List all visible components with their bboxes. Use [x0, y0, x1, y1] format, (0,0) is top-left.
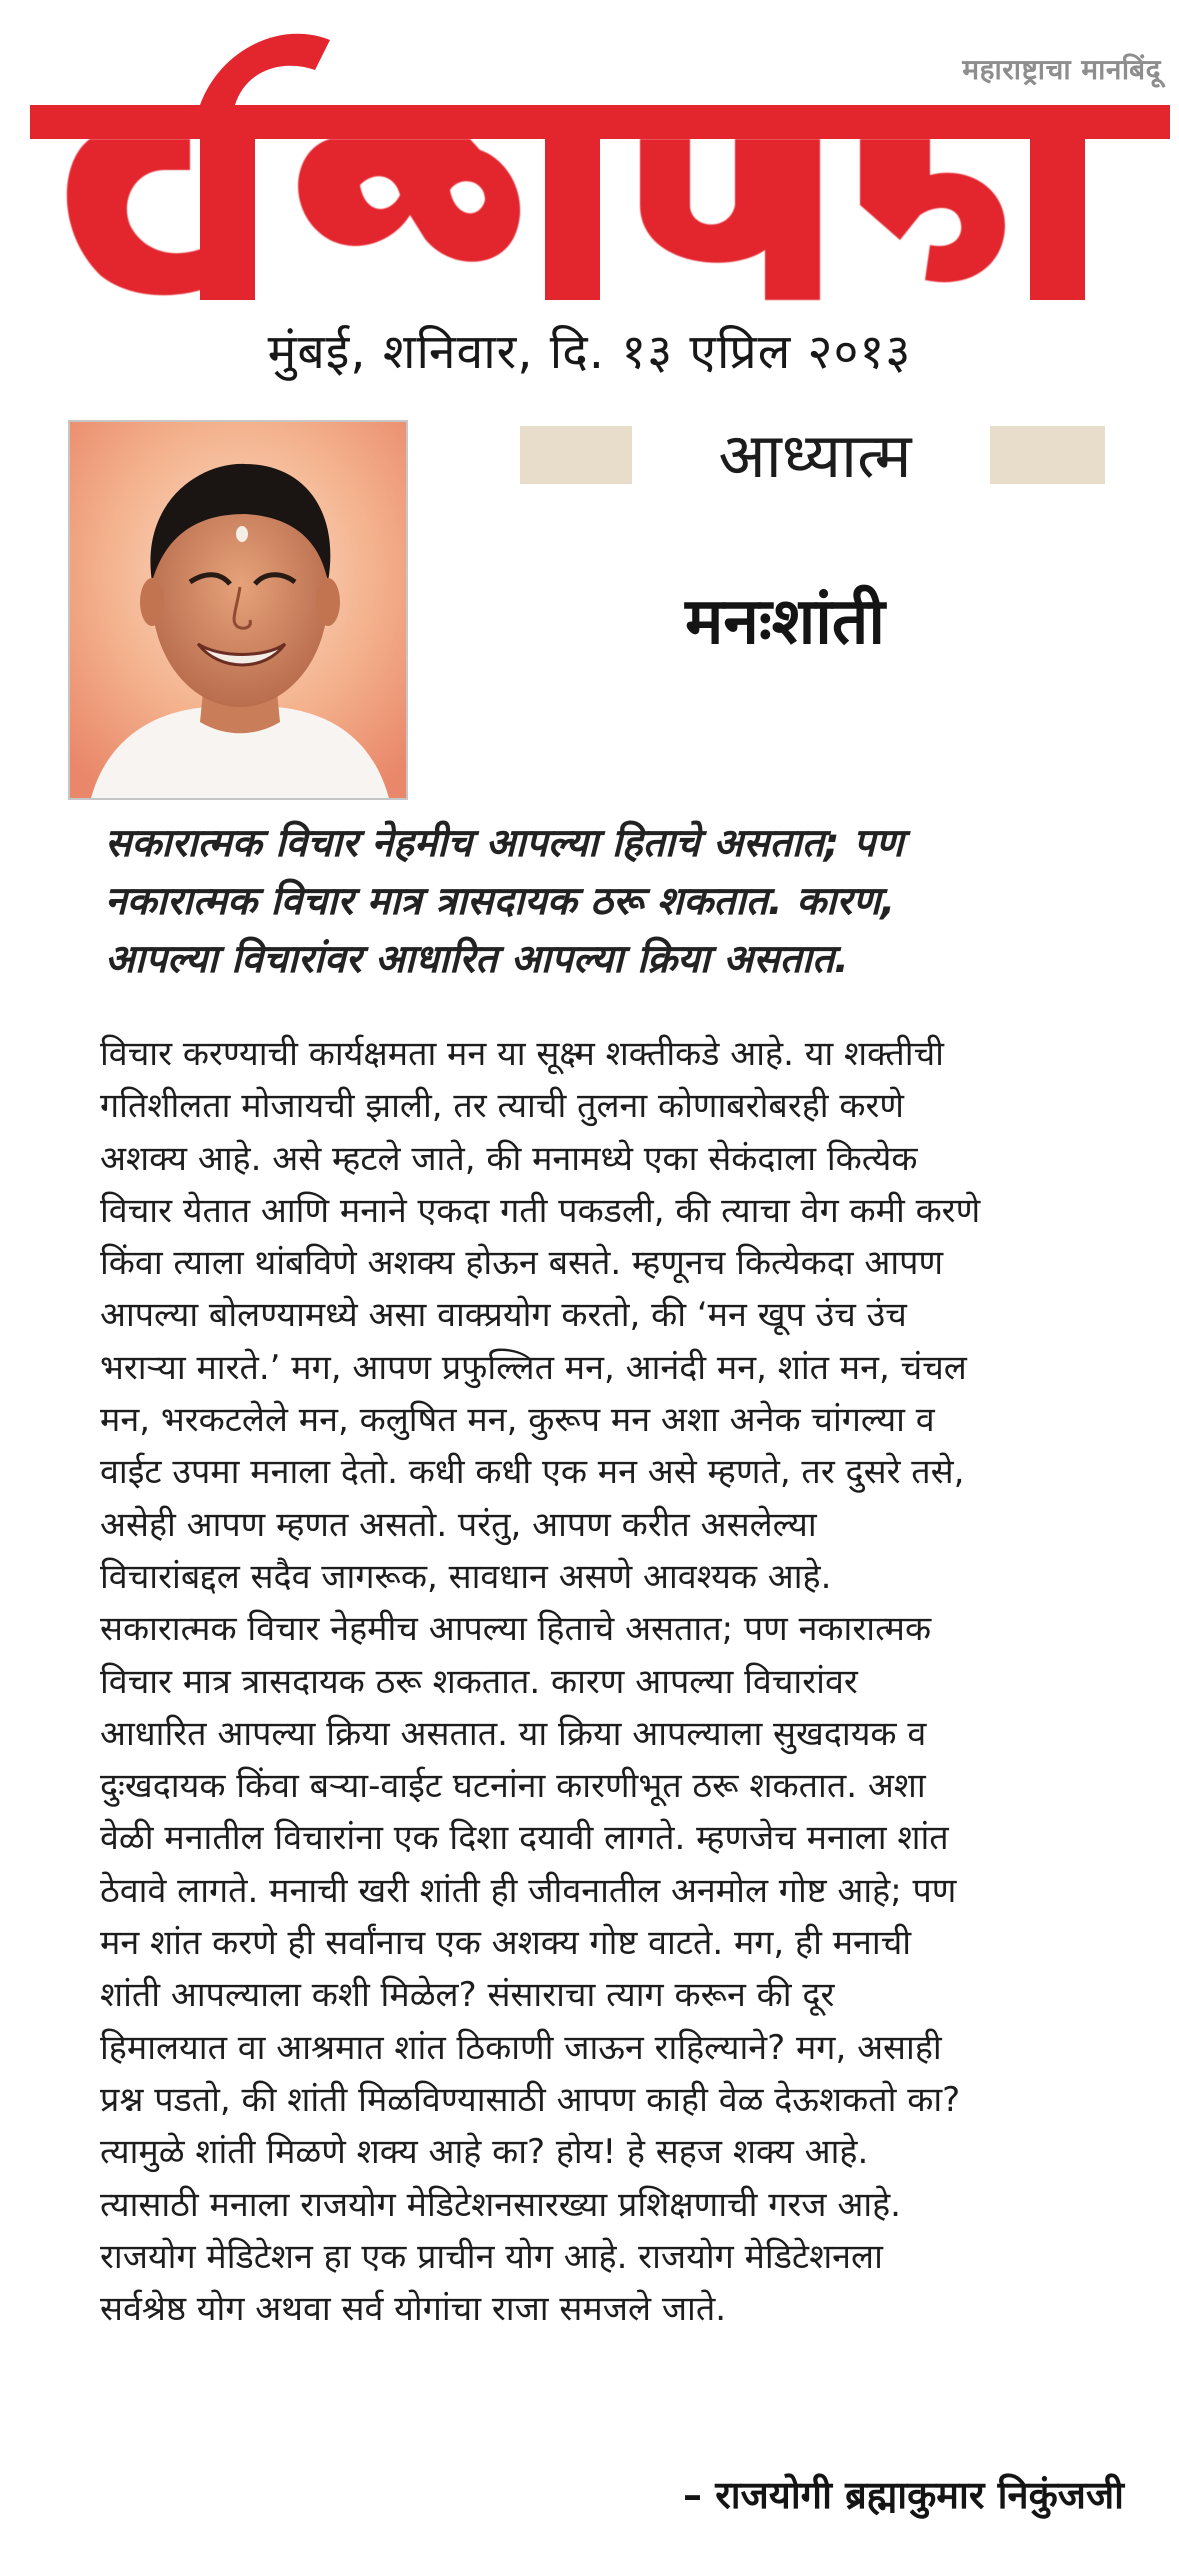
body-line: विचार करण्याची कार्यक्षमता मन या सूक्ष्म शक्तीकडे आहे. या शक्तीची — [100, 1034, 944, 1074]
body-line: वाईट उपमा मनाला देतो. कधी कधी एक मन असे म्हणते, तर दुसरे तसे, — [100, 1452, 965, 1493]
section-label: आध्यात्म — [718, 419, 912, 492]
body-line: असेही आपण म्हणत असतो. परंतु, आपण करीत असलेल्या — [100, 1504, 817, 1545]
masthead-letter-ma — [640, 139, 820, 300]
masthead-letter-la-stem — [200, 139, 255, 300]
portrait-photo-icon — [70, 422, 408, 800]
article-byline: – राजयोगी ब्रह्माकुमार निकुंजजी — [682, 2473, 1124, 2517]
body-line: भराऱ्या मारते.’ मग, आपण प्रफुल्लित मन, आनंदी मन, शांत मन, चंचल — [100, 1347, 967, 1388]
body-line: वेळी मनातील विचारांना एक दिशा दयावी लागते. म्हणजेच मनाला शांत — [100, 1818, 949, 1859]
standfirst-line: सकारात्मक विचार नेहमीच आपल्या हिताचे असतात; पण — [105, 821, 904, 866]
body-line: मन, भरकटलेले मन, कलुषित मन, कुरूप मन अशा अनेक चांगल्या व — [100, 1400, 935, 1441]
body-line: त्यासाठी मनाला राजयोग मेडिटेशनसारख्या प्रशिक्षणाची गरज आहे. — [100, 2184, 901, 2225]
body-line: आधारित आपल्या क्रिया असतात. या क्रिया आपल्याला सुखदायक व — [100, 1713, 927, 1754]
article-body — [100, 1028, 1140, 2335]
body-line: राजयोग मेडिटेशन हा एक प्राचीन योग आहे. राजयोग मेडिटेशनला — [100, 2236, 883, 2277]
article-standfirst — [105, 815, 1135, 989]
body-line: अशक्य आहे. असे म्हटले जाते, की मनामध्ये एका सेकंदाला कित्येक — [100, 1138, 918, 1179]
masthead-tagline: महाराष्ट्राचा मानबिंदू — [962, 53, 1161, 86]
masthead-letter-ta — [860, 139, 1005, 282]
dateline: मुंबई, शनिवार, दि. १३ एप्रिल २०१३ — [267, 324, 912, 380]
body-line: प्रश्न पडतो, की शांती मिळविण्यासाठी आपण काही वेळ देऊशकतो का? — [100, 2079, 961, 2120]
standfirst-line: आपल्या विचारांवर आधारित आपल्या क्रिया असतात. — [105, 937, 849, 982]
body-line: ठेवावे लागते. मनाची खरी शांती ही जीवनातील अनमोल गोष्ट आहे; पण — [100, 1870, 957, 1911]
masthead-letter-la — [67, 139, 215, 295]
body-line: विचारांबद्दल सदैव जागरूक, सावधान असणे आवश्यक आहे. — [100, 1556, 832, 1597]
body-line: हिमालयात वा आश्रमात शांत ठिकाणी जाऊन राहिल्याने? मग, असाही — [100, 2027, 942, 2068]
author-photo — [68, 420, 408, 800]
body-line: मन शांत करणे ही सर्वांनाच एक अशक्य गोष्ट वाटते. मग, ही मनाची — [100, 1923, 912, 1964]
body-line: त्यामुळे शांती मिळणे शक्य आहे का? होय! हे सहज शक्य आहे. — [100, 2132, 869, 2173]
masthead-letter-ka — [298, 139, 520, 262]
masthead-headline-bar — [30, 105, 1170, 139]
standfirst-line: नकारात्मक विचार मात्र त्रासदायक ठरू शकतात. कारण, — [105, 879, 896, 924]
article-headline: मनःशांती — [685, 585, 885, 659]
body-line: दुःखदायक किंवा बऱ्या-वाईट घटनांना कारणीभूत ठरू शकतात. अशा — [100, 1766, 926, 1807]
body-line: शांती आपल्याला कशी मिळेल? संसाराचा त्याग करून की दूर — [100, 1975, 835, 2016]
masthead-letter-ta-stem — [1030, 139, 1085, 300]
body-line: आपल्या बोलण्यामध्ये असा वाक्प्रयोग करतो, की ‘मन खूप उंच उंच — [100, 1295, 907, 1336]
masthead-letter-o-mark — [200, 34, 330, 105]
body-line: सर्वश्रेष्ठ योग अथवा सर्व योगांचा राजा समजले जाते. — [100, 2289, 727, 2330]
masthead-letter-ka-stem — [545, 139, 600, 300]
body-line: किंवा त्याला थांबविणे अशक्य होऊन बसते. म्हणूनच कित्येकदा आपण — [100, 1243, 944, 1284]
body-line: विचार मात्र त्रासदायक ठरू शकतात. कारण आपल्या विचारांवर — [100, 1661, 858, 1702]
body-line: सकारात्मक विचार नेहमीच आपल्या हिताचे असतात; पण नकारात्मक — [100, 1609, 932, 1650]
body-line: गतिशीलता मोजायची झाली, तर त्याची तुलना कोणाबरोबरही करणे — [100, 1086, 904, 1127]
body-line: विचार येतात आणि मनाने एकदा गती पकडली, की त्याचा वेग कमी करणे — [100, 1190, 981, 1231]
